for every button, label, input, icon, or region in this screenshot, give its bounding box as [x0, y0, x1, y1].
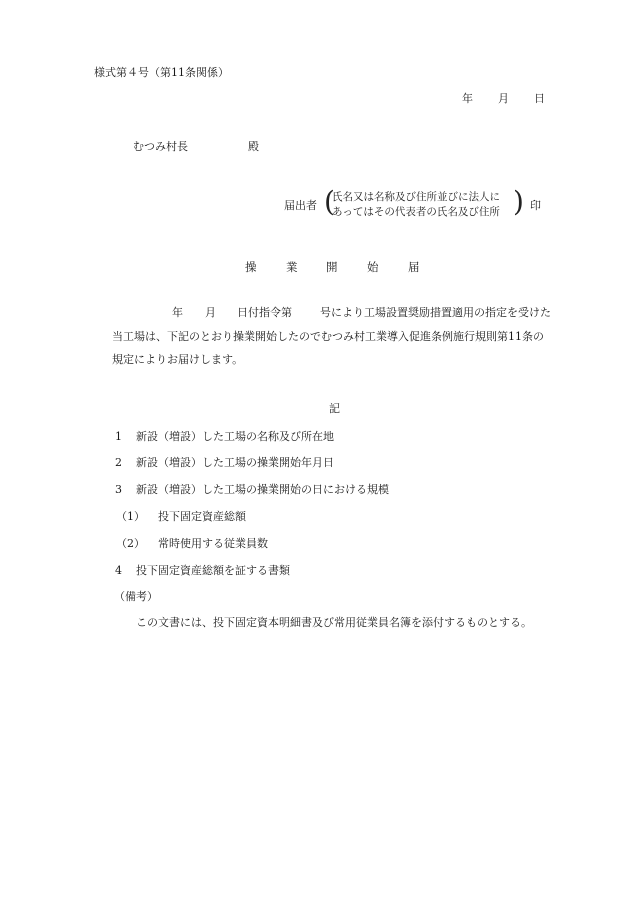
- title-char: 操: [245, 260, 257, 274]
- date-year: 年: [462, 92, 473, 105]
- subitem-text: 常時使用する従業員数: [158, 537, 268, 550]
- body-line1-end: 号により工場設置奨励措置適用の指定を受けた: [320, 306, 551, 319]
- right-bracket: ): [513, 185, 524, 218]
- item-number: 1: [115, 430, 122, 443]
- subitem-number: （1）: [116, 510, 145, 523]
- addressee-name: むつみ村長: [133, 140, 188, 153]
- item-text: 新設（増設）した工場の名称及び所在地: [136, 430, 334, 443]
- remarks-label: （備考）: [114, 590, 158, 603]
- body-line1-mid: 日付指令第: [237, 306, 292, 319]
- applicant-line1: 氏名又は名称及び住所並びに法人に: [332, 191, 500, 203]
- title-char: 業: [286, 260, 298, 274]
- date-day: 日: [534, 92, 545, 105]
- date-month: 月: [498, 92, 509, 105]
- left-bracket: (: [324, 185, 335, 218]
- item-number: 4: [115, 564, 122, 577]
- item-text: 投下固定資産総額を証する書類: [136, 564, 290, 577]
- body-line3: 規定によりお届けします。: [112, 353, 244, 366]
- title-char: 開: [326, 260, 338, 274]
- title-char: 始: [367, 260, 379, 274]
- applicant-seal: 印: [530, 199, 541, 212]
- item-number: 3: [115, 483, 122, 496]
- body-year: 年: [172, 306, 183, 319]
- ki-heading: 記: [329, 402, 340, 415]
- body-line2: 当工場は、下記のとおり操業開始したのでむつみ村工業導入促進条例施行規則第11条の: [112, 330, 544, 343]
- subitem-number: （2）: [116, 537, 145, 550]
- item-text: 新設（増設）した工場の操業開始年月日: [136, 456, 334, 469]
- remarks-text: この文書には、投下固定資本明細書及び常用従業員名簿を添付するものとする。: [136, 616, 532, 629]
- subitem-text: 投下固定資産総額: [158, 510, 246, 523]
- item-text: 新設（増設）した工場の操業開始の日における規模: [136, 483, 389, 496]
- item-number: 2: [115, 456, 122, 469]
- applicant-line2: あってはその代表者の氏名及び住所: [332, 206, 500, 218]
- addressee-honorific: 殿: [248, 140, 259, 153]
- applicant-label: 届出者: [284, 199, 317, 212]
- title-char: 届: [408, 260, 420, 274]
- body-month: 月: [205, 306, 216, 319]
- form-label: 様式第４号（第11条関係）: [94, 66, 229, 79]
